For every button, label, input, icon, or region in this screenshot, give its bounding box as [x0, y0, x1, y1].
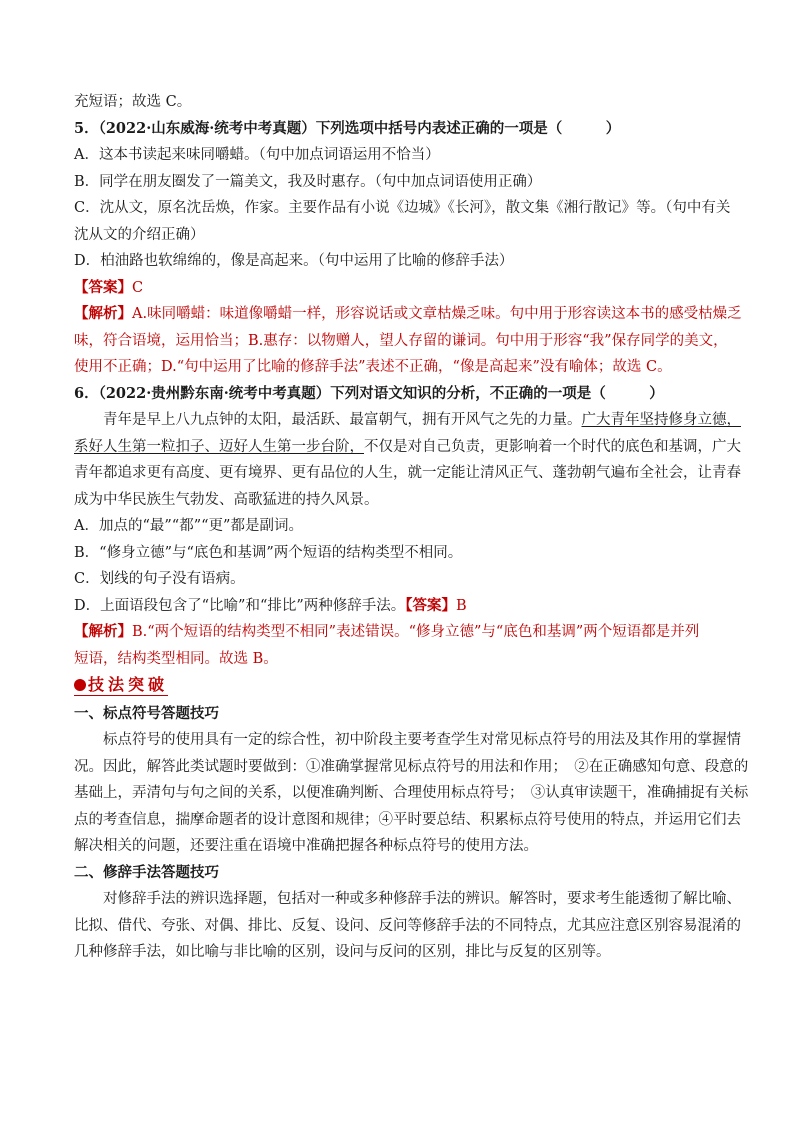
question-5-option-c: C．沈从文，原名沈岳焕，作家。主要作品有小说《边城》《长河》，散文集《湘行散记》等。（句中有关	[74, 200, 731, 216]
question-6-passage-cont	[74, 438, 741, 456]
paragraph-punctuation: 标点符号的使用具有一定的综合性，初中阶段主要考查学生对常见标点符号的用法及其作用的掌握情	[103, 732, 741, 748]
underlined-sentence: 广大青年坚持修身立德，	[581, 412, 741, 428]
paragraph-punctuation-cont: 解决相关的问题，还要注重在语境中准确把握各种标点符号的使用方法。	[74, 838, 538, 854]
question-5-explanation	[74, 305, 742, 323]
paragraph-punctuation-cont: 点的考查信息，揣摩命题者的设计意图和规律；④平时要总结、积累标点符号使用的特点，并运用它们去	[74, 811, 741, 828]
document-content	[74, 93, 749, 970]
question-5-explanation-cont: 味，符合语境，运用恰当；B.惠存：以物赠人，望人存留的谦词。句中用于形容“我”保存同学的美文，	[74, 332, 728, 349]
paragraph-rhetoric-cont: 比拟、借代、夸张、对偶、排比、反复、设问、反问等修辞手法的不同特点，尤其应注意区别容易混淆的	[74, 917, 741, 934]
section-heading	[74, 676, 724, 696]
passage-text: 青年是早上八九点钟的太阳，最活跃、最富朝气，拥有开风气之先的力量。	[103, 412, 582, 428]
subheading-punctuation: 一、标点符号答题技巧	[74, 704, 219, 722]
question-6-stem: 6．（2022·贵州黔东南·统考中考真题）下列对语文知识的分析，不正确的一项是（ ）	[74, 384, 664, 402]
question-6-passage-cont: 成为中华民族生气勃发、高歌猛进的持久风景。	[74, 491, 379, 508]
explanation-text: B.“两个短语的结构类型不相同”表述错误。“修身立德”与“底色和基调”两个短语都是并列	[132, 624, 700, 640]
option-text: D．上面语段包含了“比喻”和“排比”两种修辞手法。	[74, 597, 406, 614]
question-5-option-d: D．柏油路也软绵绵的，像是高起来。（句中运用了比喻的修辞手法）	[74, 253, 514, 269]
answer-label: 【答案】	[74, 278, 132, 296]
explanation-text: A.味同嚼蜡：味道像嚼蜡一样，形容说话或文章枯燥乏味。句中用于形容读这本书的感受枯燥乏	[132, 306, 742, 322]
paragraph-punctuation-cont: 况。因此，解答此类试题时要做到：①准确掌握常见标点符号的用法和作用； ②在正确感知句意、段意的	[74, 758, 749, 775]
question-5-option-c-cont: 沈从文的介绍正确）	[74, 226, 205, 243]
underlined-sentence: 系好人生第一粒扣子、迈好人生第一步台阶，	[74, 438, 364, 455]
section-title-text: 技法突破	[88, 675, 169, 694]
question-6-explanation-cont: 短语，结构类型相同。故选 B。	[74, 650, 278, 667]
passage-text: 不仅是对自己负责，更影响着一个时代的底色和基调，广大	[364, 438, 741, 455]
question-6-passage-cont: 青年都追求更有高度、更有境界、更有品位的人生，就一定能让清风正气、蓬勃朝气遍布全社会，让青春	[74, 465, 741, 481]
explanation-label: 【解析】	[74, 623, 132, 640]
explanation-label: 【解析】	[74, 305, 132, 322]
text-line: 充短语；故选 C。	[74, 94, 192, 110]
paragraph-rhetoric-cont: 几种修辞手法，如比喻与非比喻的区别，设问与反问的区别，排比与反复的区别等。	[74, 944, 611, 960]
question-6-option-a: A．加点的“最”“都”“更”都是副词。	[74, 518, 303, 534]
bullet-dot-icon	[74, 679, 86, 691]
question-5-explanation-cont: 使用不正确；D.“句中运用了比喻的修辞手法”表述不正确，“像是高起来”没有喻体；故选 C。	[74, 359, 672, 375]
question-6-explanation	[74, 623, 724, 641]
subheading-rhetoric: 二、修辞手法答题技巧	[74, 863, 219, 881]
question-5-answer	[74, 279, 724, 297]
answer-label: 【答案】	[405, 596, 457, 614]
paragraph-punctuation-cont: 基础上，弄清句与句之间的关系，以便准确判断、合理使用标点符号； ③认真审读题干，准确捕捉有关标	[74, 785, 749, 801]
question-5-option-a: A．这本书读起来味同嚼蜡。（句中加点词语运用不恰当）	[74, 147, 440, 163]
question-6-option-b: B．“修身立德”与“底色和基调”两个短语的结构类型不相同。	[74, 544, 463, 561]
question-5-stem: 5．（2022·山东威海·统考中考真题）下列选项中括号内表述正确的一项是（ ）	[74, 119, 621, 137]
question-6-passage	[74, 411, 741, 429]
answer-value: B	[456, 597, 467, 614]
section-title	[74, 676, 168, 696]
question-6-option-d	[74, 597, 724, 615]
question-5-option-b: B．同学在朋友圈发了一篇美文，我及时惠存。（句中加点词语使用正确）	[74, 173, 542, 190]
question-6-option-c: C．划线的句子没有语病。	[74, 571, 245, 587]
answer-value: C	[132, 279, 144, 296]
paragraph-rhetoric: 对修辞手法的辨识选择题，包括对一种或多种修辞手法的辨识。解答时，要求考生能透彻了解比喻、	[103, 891, 741, 907]
